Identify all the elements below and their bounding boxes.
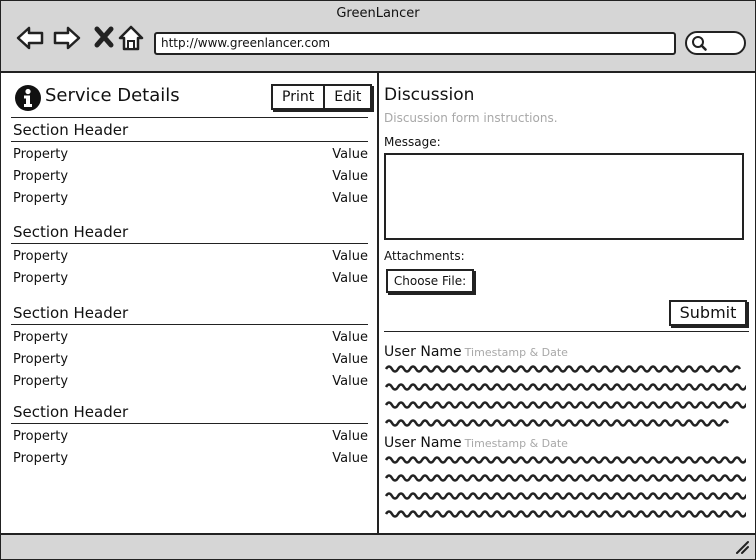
home-icon[interactable]: [117, 23, 147, 53]
comment-user-name: User Name: [384, 344, 462, 360]
comment-timestamp: Timestamp & Date: [464, 437, 568, 450]
property-value: Value: [332, 271, 368, 286]
section-header: Section Header: [13, 223, 129, 241]
divider: [11, 243, 368, 244]
page-title: Service Details: [45, 85, 180, 106]
property-row: [13, 330, 368, 348]
url-bar[interactable]: http://www.greenlancer.com: [154, 32, 676, 55]
property-label: Property: [13, 271, 69, 286]
discussion-panel: [379, 73, 755, 533]
forward-arrow-icon[interactable]: [52, 23, 82, 53]
divider: [11, 141, 368, 142]
divider: [11, 324, 368, 325]
search-icon: [691, 35, 707, 51]
service-details-panel: [1, 73, 377, 533]
comment: [384, 432, 746, 522]
comment-header: [384, 432, 746, 451]
property-label: Property: [13, 330, 69, 345]
message-input[interactable]: [384, 153, 744, 240]
section-header: Section Header: [13, 304, 129, 322]
discussion-instructions: Discussion form instructions.: [384, 111, 558, 125]
property-label: Property: [13, 191, 69, 206]
info-icon: [13, 83, 43, 113]
browser-chrome: [1, 1, 755, 73]
action-button-group: [271, 84, 372, 110]
property-label: Property: [13, 169, 69, 184]
divider: [11, 117, 368, 118]
search-box[interactable]: [685, 31, 746, 55]
discussion-title: Discussion: [384, 85, 475, 105]
property-value: Value: [332, 169, 368, 184]
property-value: Value: [332, 451, 368, 466]
property-label: Property: [13, 352, 69, 367]
divider: [384, 331, 749, 332]
property-row: [13, 191, 368, 209]
property-value: Value: [332, 429, 368, 444]
comment-header: [384, 341, 746, 360]
print-button[interactable]: Print: [273, 86, 325, 108]
property-row: [13, 429, 368, 447]
property-label: Property: [13, 249, 69, 264]
property-value: Value: [332, 330, 368, 345]
attachments-label: Attachments:: [384, 249, 465, 263]
close-icon[interactable]: [90, 23, 120, 53]
submit-button[interactable]: Submit: [669, 300, 747, 326]
resize-grip-icon[interactable]: [735, 540, 749, 554]
choose-file-button[interactable]: Choose File:: [386, 269, 474, 293]
section-header: Section Header: [13, 403, 129, 421]
window-title: GreenLancer: [336, 6, 420, 21]
back-arrow-icon[interactable]: [15, 23, 45, 53]
property-value: Value: [332, 249, 368, 264]
property-row: [13, 147, 368, 165]
comment: [384, 341, 746, 431]
comment-timestamp: Timestamp & Date: [464, 346, 568, 359]
section-header: Section Header: [13, 121, 129, 139]
status-bar: [1, 533, 755, 559]
property-label: Property: [13, 429, 69, 444]
comment-body-scribble: [384, 363, 746, 431]
property-value: Value: [332, 147, 368, 162]
property-label: Property: [13, 374, 69, 389]
property-label: Property: [13, 147, 69, 162]
property-row: [13, 352, 368, 370]
property-value: Value: [332, 191, 368, 206]
property-value: Value: [332, 374, 368, 389]
property-label: Property: [13, 451, 69, 466]
comment-body-scribble: [384, 454, 746, 522]
property-row: [13, 169, 368, 187]
comment-user-name: User Name: [384, 435, 462, 451]
divider: [11, 423, 368, 424]
edit-button[interactable]: Edit: [334, 89, 362, 105]
property-row: [13, 451, 368, 469]
message-label: Message:: [384, 135, 441, 149]
property-row: [13, 374, 368, 392]
property-row: [13, 249, 368, 267]
property-row: [13, 271, 368, 289]
property-value: Value: [332, 352, 368, 367]
